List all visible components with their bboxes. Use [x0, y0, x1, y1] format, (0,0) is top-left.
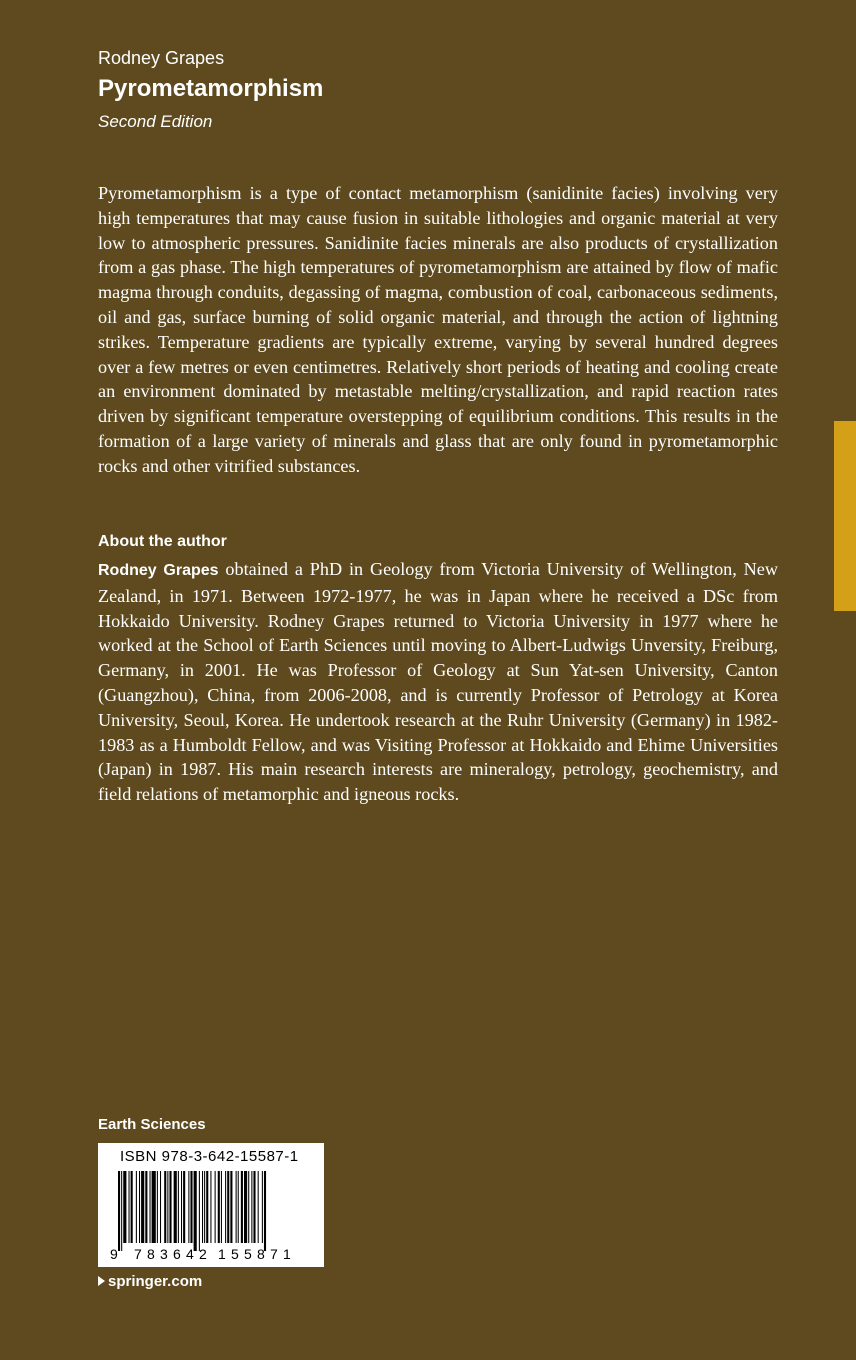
barcode-bar: [121, 1171, 122, 1251]
barcode-bar: [150, 1171, 151, 1243]
barcode-bar: [174, 1171, 177, 1243]
bio-author-name: Rodney Grapes: [98, 562, 219, 579]
barcode-bar: [236, 1171, 237, 1243]
barcode-bar: [244, 1171, 247, 1243]
barcode-digit: 9: [110, 1246, 118, 1262]
isbn-label: ISBN 978-3-642-15587-1: [120, 1148, 299, 1165]
barcode-digits: [98, 1246, 324, 1264]
barcode-bar: [178, 1171, 179, 1243]
barcode-bar: [204, 1171, 205, 1243]
author-name: Rodney Grapes: [98, 48, 225, 68]
barcode-bar: [164, 1171, 166, 1243]
barcode-digit: 7: [134, 1246, 142, 1262]
barcode-icon: [118, 1171, 308, 1251]
publisher-website-link[interactable]: [98, 1273, 202, 1290]
barcode-bar: [258, 1171, 259, 1243]
barcode-bar: [238, 1171, 239, 1243]
bio-text: obtained a PhD in Geology from Victoria University of Wellington, New Zealand, in 1971. Between 1972-1977, he was in Japan where he received a DSc from Hokkaido University. Rodney Grapes returned to Victoria University in 1977 where he worked at the School of Earth Sciences until moving to Albert-Ludwigs Unversity, Freiburg, Germany, in 2001. He was Professor of Geology at Sun Yat-sen University, Canton (Guangzhou), China, from 2006-2008, and is currently Professor of Petrology at Korea University, Seoul, Korea. He undertook research at the Ruhr University (Germany) in 1982-1983 as a Humboldt Fellow, and was Visiting Professor at Hokkaido and Ehime Universities (Japan) in 1987. His main research interests are mineralogy, petrology, geochemistry, and field relations of metamorphic and igneous rocks.: [98, 559, 778, 805]
barcode-bar: [141, 1171, 144, 1243]
barcode-digit: 5: [231, 1246, 239, 1262]
barcode-bar: [188, 1171, 189, 1243]
book-description: Pyrometamorphism is a type of contact metamorphism (sanidinite facies) involving very high temperatures that may cause fusion in suitable lithologies and organic material at very low to atmospheric pressures. Sanidinite facies minerals are also products of crystallization from a gas phase. The high temperatures of pyrometamorphism are attained by flow of mafic magma through conduits, degassing of magma, combustion of coal, carbonaceous sediments, oil and gas, surface burning of solid organic material, and through the action of lightning strikes. Temperature gradients are typically extreme, varying by several hundred degrees over a few metres or even centimetres. Relatively short periods of heating and cooling create an environment dominated by metastable melting/crystallization, and rapid reaction rates driven by significant temperature overstepping of equilibrium conditions. This results in the formation of a large variety of minerals and glass that are only found in pyrometamorphic rocks and other vitrified substances.: [98, 183, 778, 476]
barcode-panel: [98, 1143, 324, 1267]
barcode-bar: [225, 1171, 226, 1243]
barcode-digit: 7: [270, 1246, 278, 1262]
barcode-bar: [160, 1171, 161, 1243]
barcode-bar: [131, 1171, 133, 1243]
barcode-digit: 3: [160, 1246, 168, 1262]
barcode-digit: 4: [186, 1246, 194, 1262]
spine-accent-tab: [834, 421, 856, 611]
about-author-heading: About the author: [98, 533, 227, 550]
barcode-bar: [199, 1171, 200, 1251]
barcode-bar: [218, 1171, 220, 1243]
author-bio: [98, 557, 778, 807]
barcode-bar: [241, 1171, 243, 1243]
subject-category: Earth Sciences: [98, 1116, 206, 1133]
barcode-bar: [145, 1171, 147, 1243]
barcode-digit: 2: [199, 1246, 207, 1262]
barcode-bar: [210, 1171, 211, 1243]
barcode-bar: [253, 1171, 255, 1243]
barcode-bar: [157, 1171, 158, 1243]
book-title: Pyrometamorphism: [98, 75, 324, 102]
barcode-digit: 8: [147, 1246, 155, 1262]
barcode-bar: [152, 1171, 156, 1243]
arrow-right-icon: [98, 1276, 105, 1286]
barcode-bar: [181, 1171, 182, 1243]
barcode-bar: [123, 1171, 126, 1243]
barcode-bar: [129, 1171, 130, 1243]
edition-label: Second Edition: [98, 112, 213, 131]
barcode-bar: [190, 1171, 192, 1243]
barcode-bar: [169, 1171, 171, 1243]
barcode-bar: [167, 1171, 168, 1243]
barcode-bar: [227, 1171, 229, 1243]
barcode-bar: [248, 1171, 249, 1243]
barcode-bar: [202, 1171, 203, 1243]
barcode-bar: [262, 1171, 263, 1243]
barcode-bar: [139, 1171, 140, 1243]
barcode-bar: [264, 1171, 266, 1251]
barcode-digit: 1: [218, 1246, 226, 1262]
barcode-bar: [251, 1171, 252, 1243]
barcode-bar: [183, 1171, 185, 1243]
barcode-bar: [194, 1171, 197, 1251]
barcode-digit: 5: [244, 1246, 252, 1262]
barcode-bar: [136, 1171, 137, 1243]
barcode-bar: [221, 1171, 222, 1243]
barcode-digit: 6: [173, 1246, 181, 1262]
barcode-bar: [206, 1171, 208, 1243]
barcode-digit: 1: [283, 1246, 291, 1262]
publisher-website: springer.com: [108, 1273, 203, 1290]
barcode-digit: 8: [257, 1246, 265, 1262]
barcode-bar: [230, 1171, 232, 1243]
barcode-bar: [215, 1171, 216, 1243]
barcode-bar: [118, 1171, 120, 1251]
